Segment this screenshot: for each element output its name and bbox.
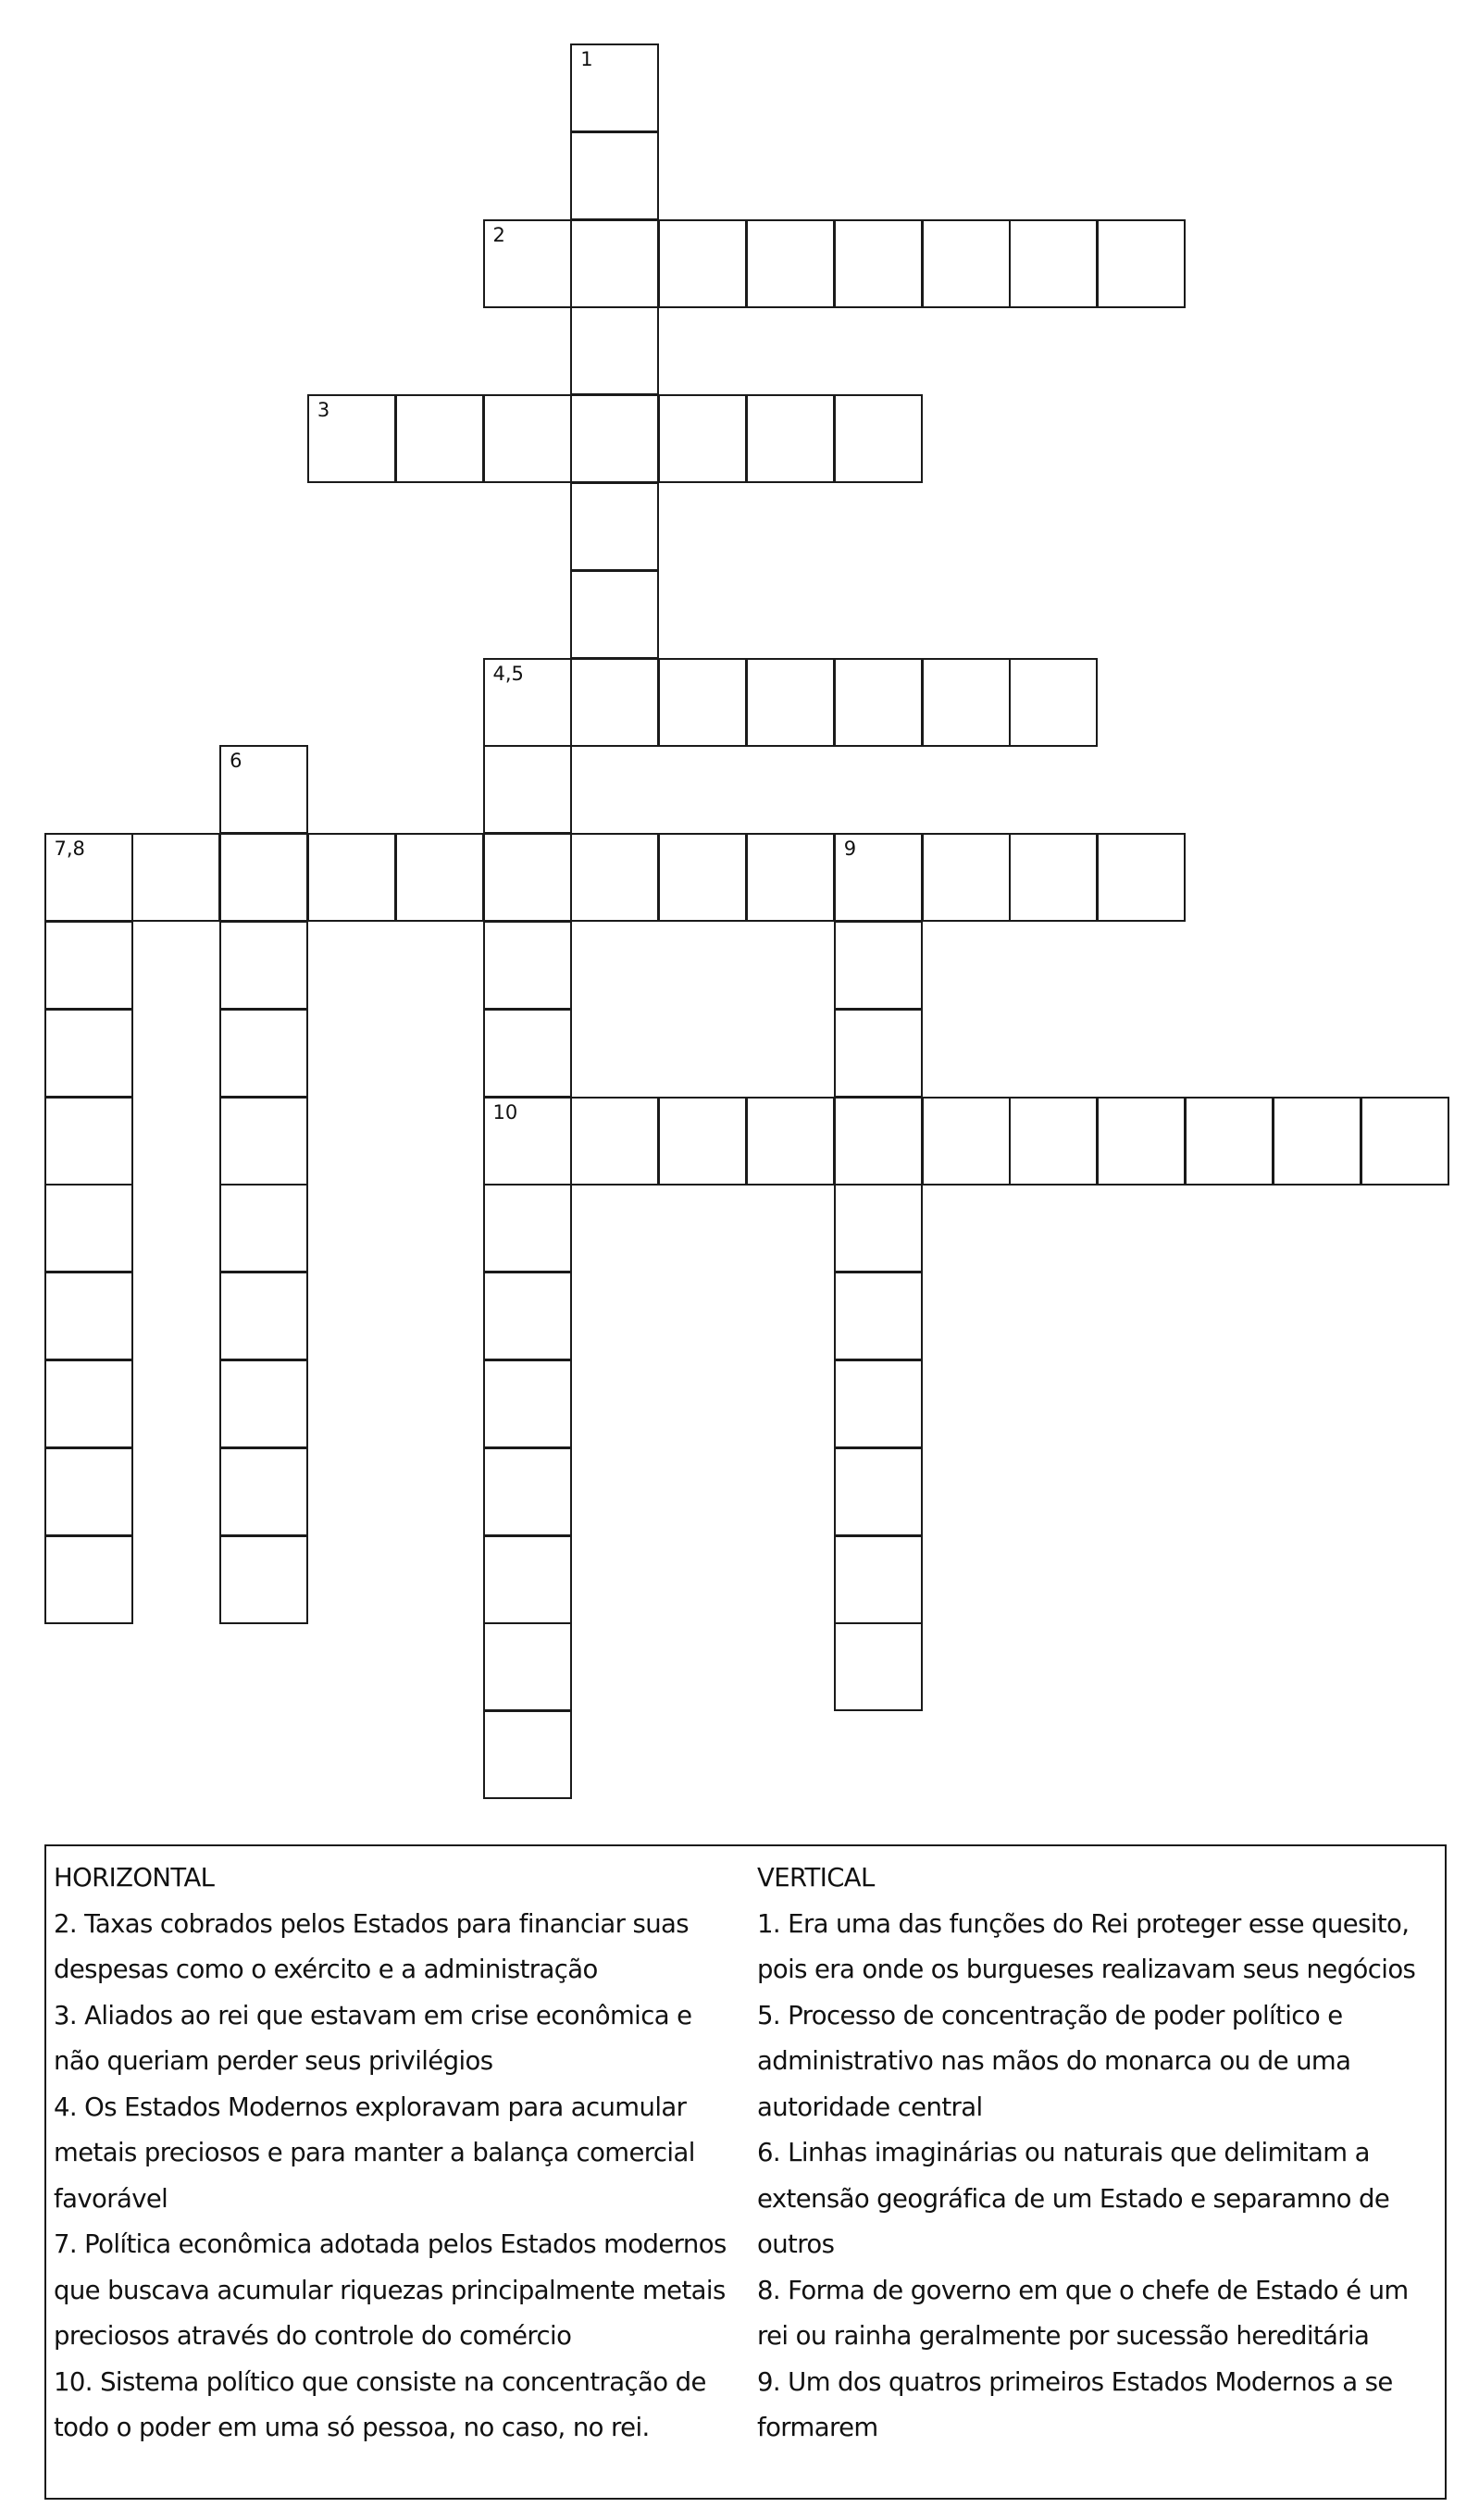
horizontal-clue-line: preciosos através do controle do comércio [54,2321,572,2351]
crossword-cell[interactable] [658,658,747,747]
horizontal-clue-line: 2. Taxas cobrados pelos Estados para financiar suas [54,1908,690,1939]
crossword-cell[interactable] [483,1710,572,1799]
crossword-cell[interactable] [746,833,835,922]
clue-number: 1 [580,48,593,70]
crossword-cell[interactable] [219,833,308,922]
crossword-cell[interactable] [44,1009,133,1098]
crossword-cell[interactable] [570,570,659,659]
crossword-cell[interactable] [658,219,747,308]
vertical-clue-line: administrativo nas mãos do monarca ou de uma [757,2046,1351,2076]
crossword-cell[interactable] [307,833,396,922]
vertical-clue-line: extensão geográfica de um Estado e separamno de [757,2183,1390,2214]
crossword-cell[interactable] [1097,833,1186,922]
crossword-cell[interactable] [570,482,659,571]
crossword-cell[interactable] [570,219,659,308]
horizontal-clue-line: 10. Sistema político que consiste na concentração de [54,2366,706,2397]
clue-number: 9 [843,838,857,861]
clue-number: 3 [317,399,330,422]
crossword-cell[interactable] [219,1359,308,1448]
crossword-cell[interactable] [483,1009,572,1098]
clue-number: 10 [492,1100,518,1123]
clue-number: 6 [230,750,242,773]
crossword-cell[interactable] [834,1622,923,1711]
crossword-cell[interactable] [570,394,659,483]
crossword-cell[interactable] [483,1184,572,1272]
crossword-cell[interactable] [1009,219,1098,308]
crossword-cell[interactable] [483,394,572,483]
crossword-cell[interactable] [658,1097,747,1186]
crossword-cell[interactable] [1097,219,1186,308]
crossword-cell[interactable] [834,921,923,1010]
crossword-cell[interactable] [44,921,133,1010]
crossword-cell[interactable] [44,833,133,922]
crossword-cell[interactable] [834,833,923,922]
crossword-cell[interactable] [219,1447,308,1536]
crossword-cell[interactable] [483,658,572,747]
crossword-cell[interactable] [219,1097,308,1186]
crossword-cell[interactable] [44,1184,133,1272]
vertical-clue-line: autoridade central [757,2092,983,2122]
crossword-cell[interactable] [483,1447,572,1536]
crossword-cell[interactable] [1185,1097,1274,1186]
crossword-cell[interactable] [1361,1097,1449,1186]
vertical-clue-line: rei ou rainha geralmente por sucessão hereditária [757,2321,1370,2351]
vertical-clue-line: outros [757,2229,835,2259]
crossword-cell[interactable] [1009,833,1098,922]
crossword-cell[interactable] [483,1359,572,1448]
horizontal-clue-line: 7. Política econômica adotada pelos Estados modernos [54,2229,727,2259]
crossword-cell[interactable] [44,1359,133,1448]
crossword-cell[interactable] [483,921,572,1010]
crossword-cell[interactable] [570,306,659,395]
crossword-cell[interactable] [395,394,484,483]
crossword-cell[interactable] [1009,1097,1098,1186]
crossword-cell[interactable] [746,1097,835,1186]
crossword-cell[interactable] [219,1535,308,1624]
crossword-cell[interactable] [658,833,747,922]
crossword-cell[interactable] [483,745,572,834]
horizontal-clue-line: não queriam perder seus privilégios [54,2046,493,2076]
crossword-cell[interactable] [44,1097,133,1186]
crossword-cell[interactable] [483,1097,572,1186]
crossword-cell[interactable] [834,1009,923,1098]
crossword-cell[interactable] [483,1272,572,1360]
crossword-cell[interactable] [834,1447,923,1536]
vertical-clue-line: 5. Processo de concentração de poder político e [757,2000,1343,2030]
crossword-cell[interactable] [834,1184,923,1272]
vertical-heading: VERTICAL [757,1863,875,1893]
crossword-cell[interactable] [834,219,923,308]
crossword-cell[interactable] [922,1097,1011,1186]
crossword-cell[interactable] [570,833,659,922]
vertical-clue-line: 6. Linhas imaginárias ou naturais que delimitam a [757,2138,1370,2167]
crossword-cell[interactable] [834,1097,923,1186]
crossword-cell[interactable] [570,1097,659,1186]
crossword-cell[interactable] [834,1535,923,1624]
crossword-cell[interactable] [44,1272,133,1360]
crossword-cell[interactable] [219,1272,308,1360]
crossword-cell[interactable] [658,394,747,483]
crossword-cell[interactable] [1009,658,1098,747]
crossword-cell[interactable] [131,833,220,922]
crossword-cell[interactable] [1273,1097,1361,1186]
crossword-cell[interactable] [219,745,308,834]
crossword-cell[interactable] [922,833,1011,922]
horizontal-clue-line: 3. Aliados ao rei que estavam em crise econômica e [54,2000,692,2030]
crossword-cell[interactable] [746,219,835,308]
crossword-cell[interactable] [44,1447,133,1536]
crossword-cell[interactable] [219,921,308,1010]
crossword-cell[interactable] [307,394,396,483]
crossword-cell[interactable] [483,833,572,922]
crossword-cell[interactable] [483,1622,572,1711]
crossword-cell[interactable] [44,1535,133,1624]
crossword-cell[interactable] [922,658,1011,747]
vertical-clue-line: formarem [757,2413,878,2442]
crossword-cell[interactable] [570,658,659,747]
clue-number: 7,8 [54,838,85,861]
crossword-cell[interactable] [834,1272,923,1360]
crossword-cell[interactable] [834,658,923,747]
vertical-clue-line: pois era onde os burgueses realizavam seus negócios [757,1955,1416,1984]
crossword-cell[interactable] [746,658,835,747]
crossword-cell[interactable] [570,43,659,132]
crossword-cell[interactable] [219,1009,308,1098]
crossword-cell[interactable] [483,219,572,308]
crossword-cell[interactable] [746,394,835,483]
horizontal-clue-line: despesas como o exército e a administração [54,1955,598,1984]
vertical-clue-line: 8. Forma de governo em que o chefe de Estado é um [757,2275,1409,2305]
vertical-clue-line: 1. Era uma das funções do Rei proteger esse quesito, [757,1908,1410,1939]
vertical-clue-line: 9. Um dos quatros primeiros Estados Modernos a se [757,2366,1393,2397]
crossword-cell[interactable] [570,131,659,220]
crossword-cell[interactable] [834,394,923,483]
crossword-cell[interactable] [483,1535,572,1624]
crossword-cell[interactable] [1097,1097,1186,1186]
crossword-cell[interactable] [395,833,484,922]
vertical-clues [757,1856,1442,2452]
horizontal-clue-line: favorável [54,2183,168,2214]
horizontal-clue-line: 4. Os Estados Modernos exploravam para acumular [54,2092,687,2122]
horizontal-clue-line: que buscava acumular riquezas principalmente metais [54,2275,726,2305]
crossword-cell[interactable] [922,219,1011,308]
clue-number: 4,5 [492,662,524,685]
crossword-cell[interactable] [834,1359,923,1448]
horizontal-clues [54,1856,739,2452]
clues-box [44,1844,1447,2500]
horizontal-clue-line: metais preciosos e para manter a balança comercial [54,2138,695,2167]
horizontal-clue-line: todo o poder em uma só pessoa, no caso, no rei. [54,2413,650,2442]
clue-number: 2 [492,223,505,246]
crossword-cell[interactable] [219,1184,308,1272]
horizontal-heading: HORIZONTAL [54,1863,215,1893]
